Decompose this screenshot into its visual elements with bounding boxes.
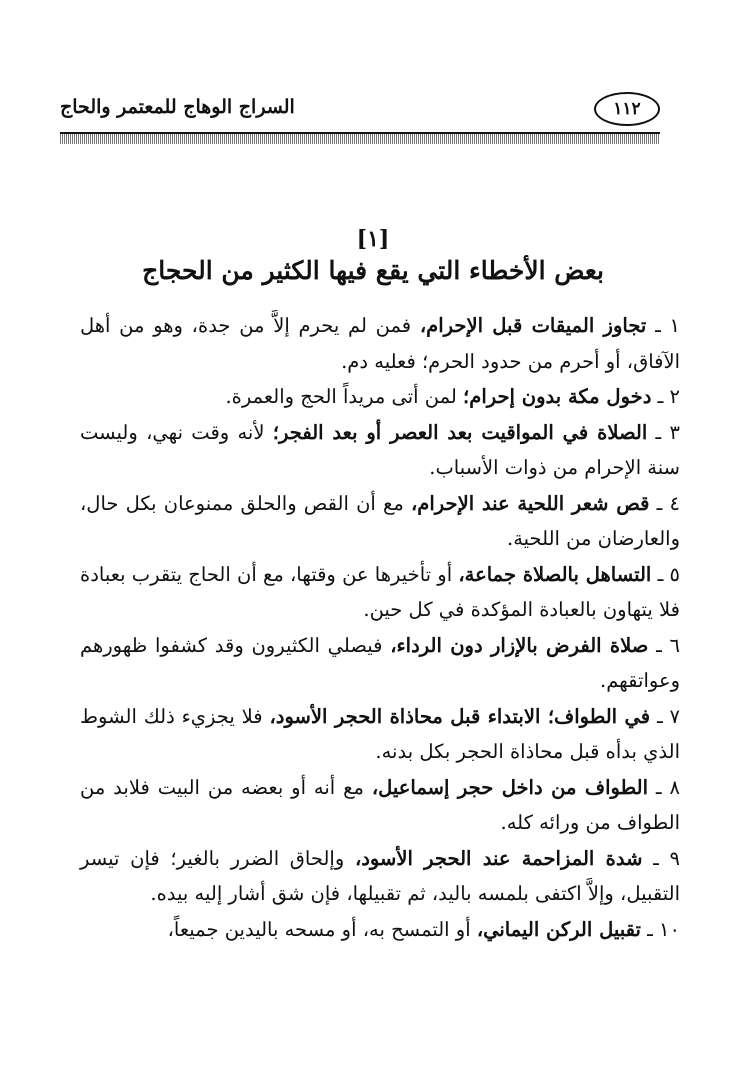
item-number: ٨ ـ: [655, 775, 680, 799]
item-heading: شدة المزاحمة عند الحجر الأسود،: [354, 846, 643, 870]
item-heading: قص شعر اللحية عند الإحرام،: [411, 491, 650, 515]
list-item: [80, 557, 680, 628]
item-number: ٢ ـ: [657, 385, 680, 408]
item-text: فيصلي الكثيرون وقد كشفوا ظهورهم وعواتقهم.: [80, 633, 680, 692]
item-heading: صلاة الفرض بالإزار دون الرداء،: [390, 633, 649, 657]
item-number: ٤ ـ: [656, 491, 680, 515]
item-number: ٩ ـ: [653, 846, 680, 870]
list-item: [80, 486, 680, 557]
page-number: ١١٢: [594, 92, 660, 126]
item-heading: تقبيل الركن اليماني،: [476, 917, 641, 941]
item-number: ٣ ـ: [655, 420, 681, 444]
item-text: أو التمسح به، أو مسحه باليدين جميعاً،: [167, 917, 471, 941]
item-text: وإلحاق الضرر بالغير؛ فإن تيسر التقبيل، وإلاَّ اكتفى بلمسه باليد، ثم تقبيلها، فإن شق أشار إليه بيده.: [80, 846, 680, 905]
item-text: أو تأخيرها عن وقتها، مع أن الحاج يتقرب بعبادة فلا يتهاون بالعبادة المؤكدة في كل حين.: [80, 562, 680, 621]
list-item: [80, 841, 680, 912]
list-item: [80, 912, 680, 948]
list-item: [80, 699, 680, 770]
item-heading: دخول مكة بدون إحرام؛: [463, 385, 652, 408]
item-number: ١٠ ـ: [647, 917, 680, 941]
item-heading: الصلاة في المواقيت بعد العصر أو بعد الفجر؛: [272, 420, 648, 444]
item-text: لمن أتى مريداً الحج والعمرة.: [225, 385, 457, 408]
item-text: فلا يجزيء ذلك الشوط الذي بدأه قبل محاذاة الحجر بكل بدنه.: [80, 704, 680, 763]
list-item: [80, 308, 680, 379]
item-number: ١ ـ: [655, 314, 680, 337]
list-item: [80, 770, 680, 841]
item-text: فمن لم يحرم إلاَّ من جدة، وهو من أهل الآفاق، أو أحرم من حدود الحرم؛ فعليه دم.: [80, 314, 680, 373]
section-number: [١]: [356, 226, 390, 252]
item-number: ٦ ـ: [656, 633, 681, 657]
item-number: ٥ ـ: [657, 562, 680, 586]
list-item: [80, 415, 680, 486]
list-item: [80, 379, 680, 415]
list-item: [80, 628, 680, 699]
running-header: [60, 92, 660, 132]
item-text: مع أن القص والحلق ممنوعان بكل حال، والعارضان من اللحية.: [80, 491, 680, 550]
section-title: بعض الأخطاء التي يقع فيها الكثير من الحجاج: [142, 256, 604, 285]
header-rule: [60, 132, 660, 144]
mistakes-list: [80, 308, 680, 947]
item-text: مع أنه أو بعضه من البيت فلابد من الطواف من ورائه كله.: [80, 775, 680, 834]
item-heading: التساهل بالصلاة جماعة،: [458, 562, 652, 586]
running-title: السراج الوهاج للمعتمر والحاج: [60, 96, 295, 118]
item-text: لأنه وقت نهي، وليست سنة الإحرام من ذوات الأسباب.: [80, 420, 680, 479]
item-heading: تجاوز الميقات قبل الإحرام،: [419, 314, 647, 337]
item-heading: الطواف من داخل حجر إسماعيل،: [371, 775, 648, 799]
item-number: ٧ ـ: [656, 704, 681, 728]
item-heading: في الطواف؛ الابتداء قبل محاذاة الحجر الأسود،: [269, 704, 651, 728]
